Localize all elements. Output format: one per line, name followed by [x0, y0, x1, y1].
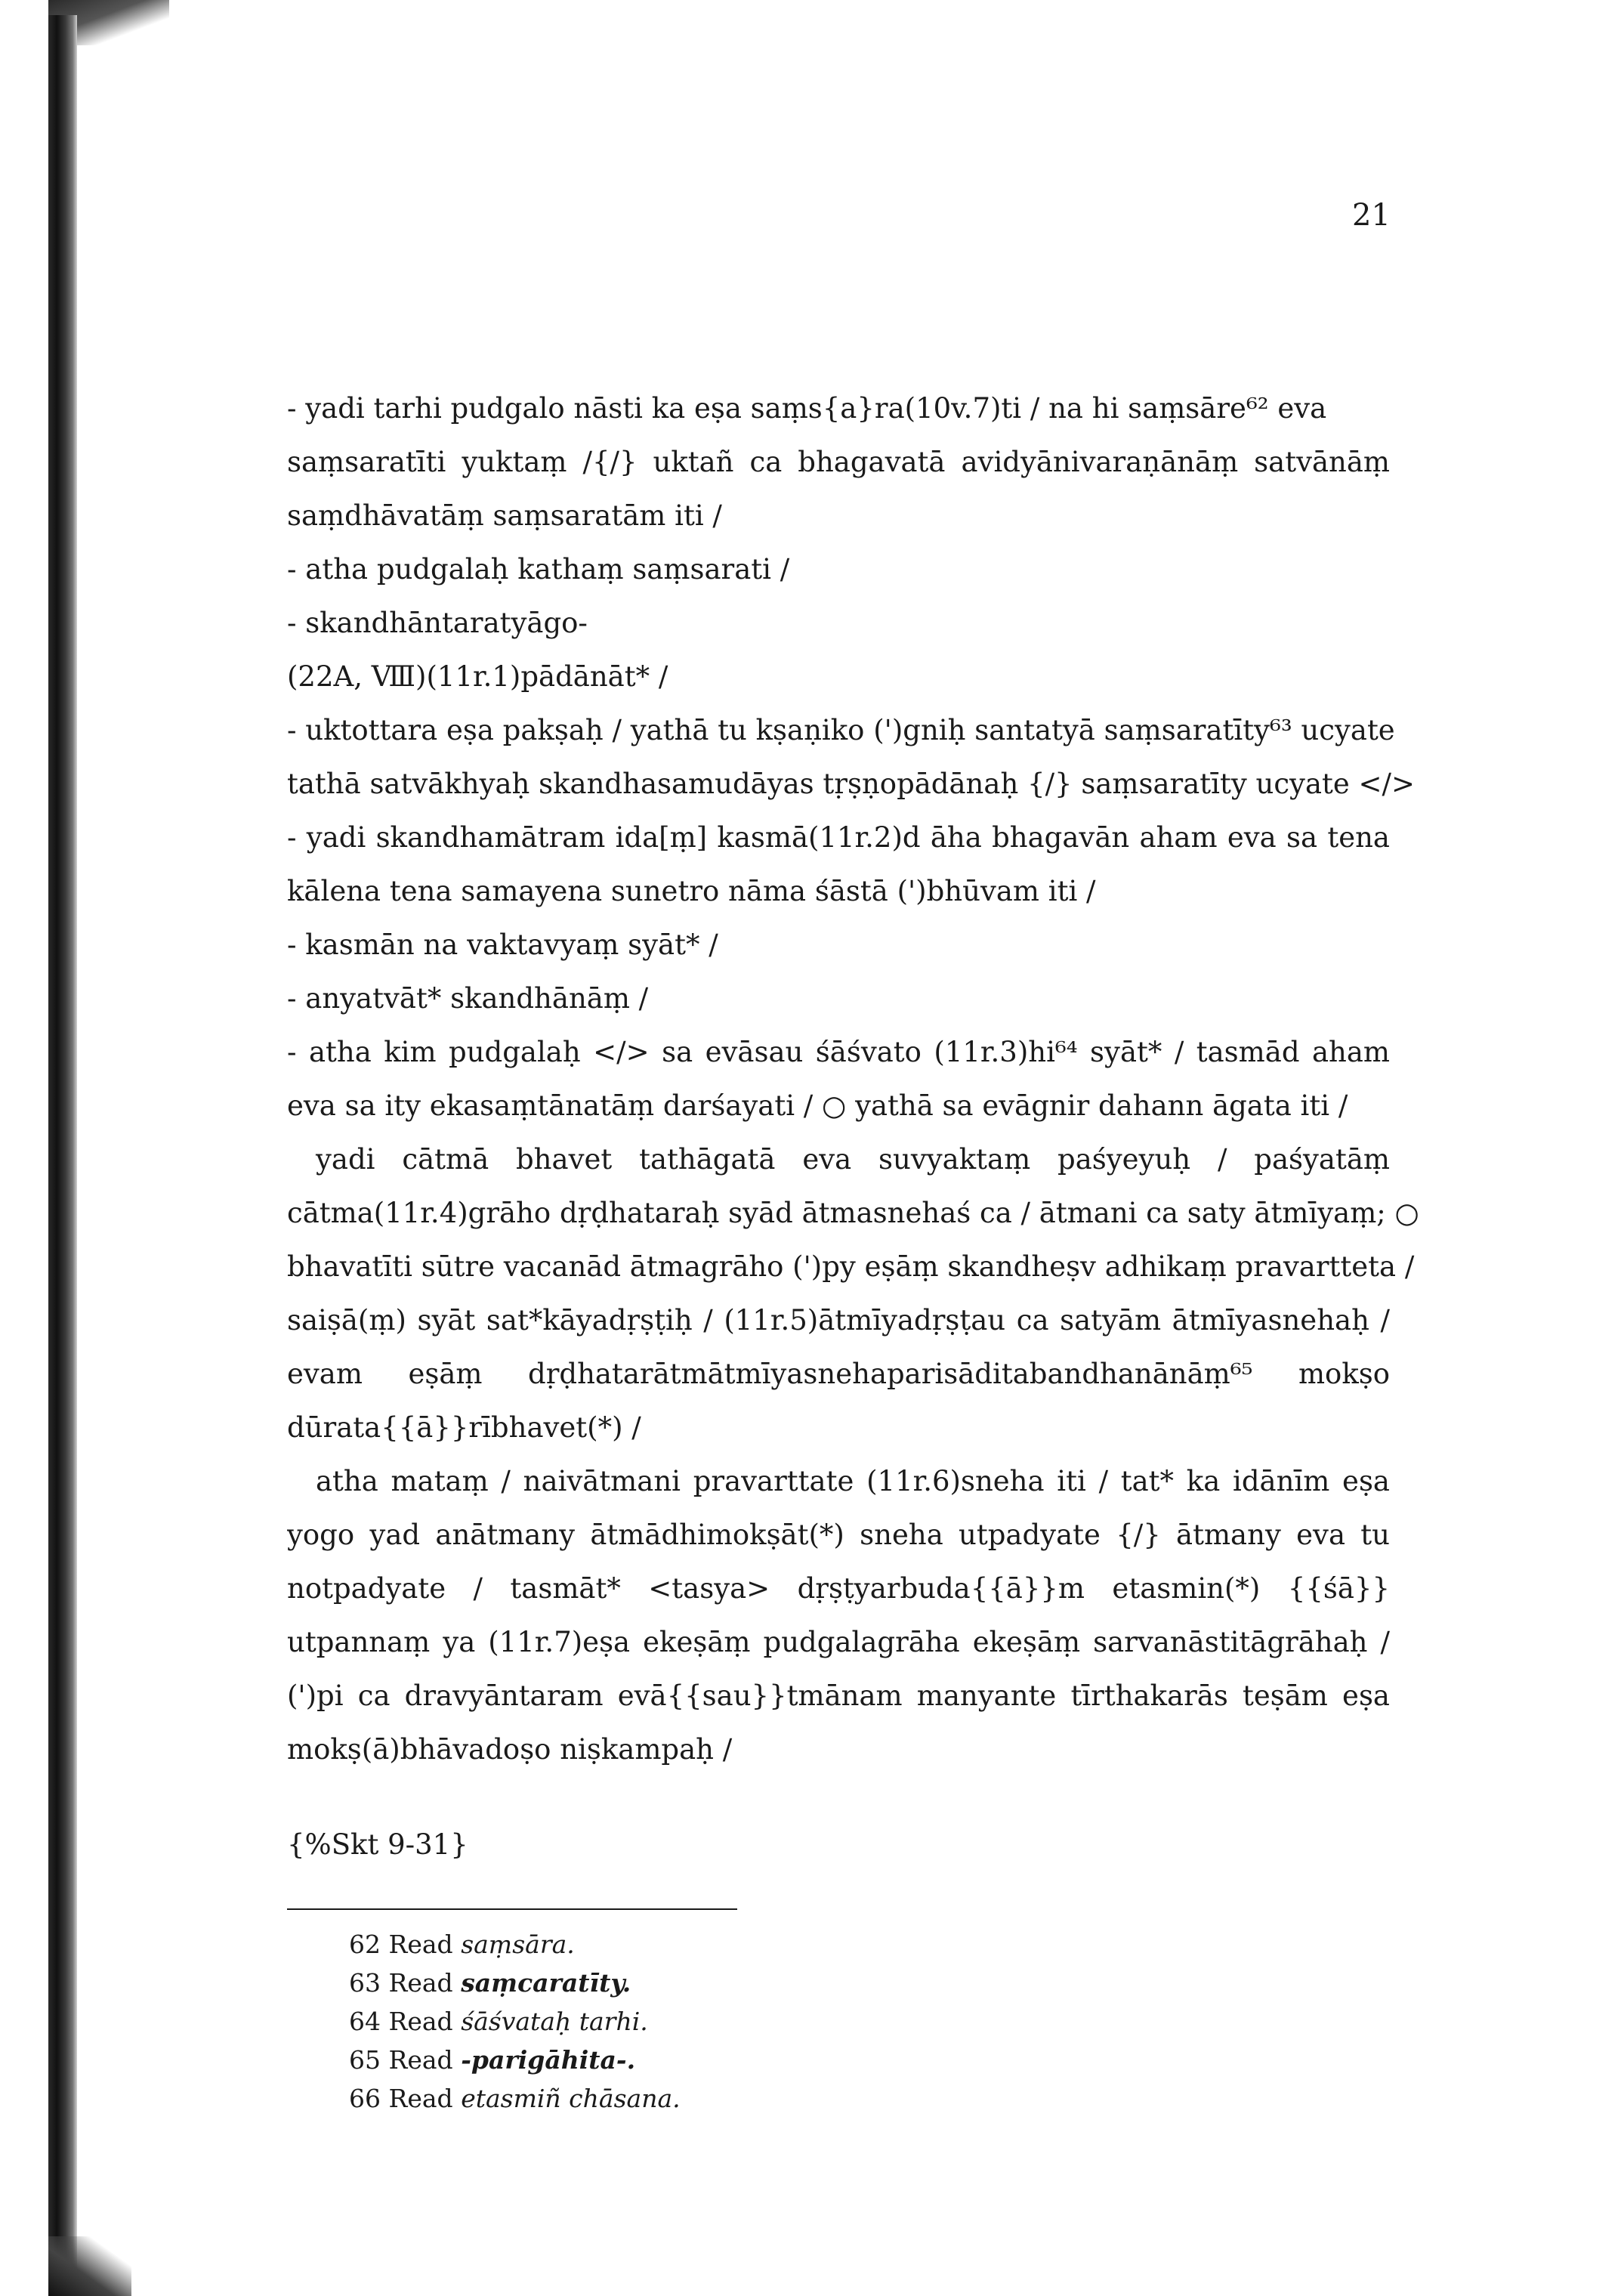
text-line: - skandhāntaratyāgo-	[287, 607, 588, 639]
footnote-prefix: Read	[388, 2084, 453, 2113]
text-line: tathā satvākhyaḥ skandhasamudāyas tṛṣṇopādānaḥ {/} saṃsaratīty ucyate </>	[287, 768, 1416, 800]
text-line: - yadi tarhi pudgalo nāsti ka eṣa saṃs{a}ra(10v.7)ti / na hi saṃsāre⁶² eva	[287, 392, 1327, 425]
footnote-prefix: Read	[388, 2045, 453, 2075]
text-line: atha mataṃ / naivātmani pravarttate (11r.6)sneha iti / tat* ka idānīm eṣa	[316, 1465, 1390, 1497]
footnote-reading: saṃsāra.	[461, 1930, 575, 1959]
text-line: bhavatīti sūtre vacanād ātmagrāho (')py eṣāṃ skandheṣv adhikaṃ pravartteta /	[287, 1250, 1415, 1283]
footnote-reading: śāśvataḥ tarhi.	[461, 2007, 648, 2036]
footnote-prefix: Read	[388, 1930, 453, 1959]
footnote	[349, 2002, 681, 2041]
text-line: - uktottara eṣa pakṣaḥ / yathā tu kṣaṇiko (')gniḥ santatyā saṃsaratīty⁶³ ucyate	[287, 714, 1395, 746]
footnote-number: 63	[349, 1968, 381, 1998]
footnote-divider	[287, 1908, 737, 1910]
sanskrit-reference: {%Skt 9-31}	[287, 1828, 468, 1861]
text-line: kālena tena samayena sunetro nāma śāstā (')bhūvam iti /	[287, 875, 1096, 907]
text-line: (22A, Ⅷ)(11r.1)pādānāt* /	[287, 660, 668, 693]
footnote-number: 65	[349, 2045, 381, 2075]
text-line: - atha pudgalaḥ kathaṃ saṃsarati /	[287, 553, 790, 586]
text-line: utpannaṃ ya (11r.7)eṣa ekeṣāṃ pudgalagrāha ekeṣāṃ sarvanāstitāgrāhaḥ /	[287, 1626, 1390, 1658]
footnote-reading: -parigāhita-.	[461, 2045, 636, 2075]
text-line: (')pi ca dravyāntaram evā{{sau}}tmānam manyante tīrthakarās teṣām eṣa	[287, 1680, 1390, 1712]
page-number: 21	[1352, 198, 1391, 233]
text-line: - atha kim pudgalaḥ </> sa evāsau śāśvato (11r.3)hi⁶⁴ syāt* / tasmād aham	[287, 1036, 1390, 1068]
scan-shadow-bottom	[48, 2236, 131, 2296]
footnote	[349, 2041, 681, 2079]
text-line: mokṣ(ā)bhāvadoṣo niṣkampaḥ /	[287, 1733, 733, 1766]
text-line: saṃdhāvatāṃ saṃsaratām iti /	[287, 499, 722, 532]
text-line: notpadyate / tasmāt* <tasya> dṛṣṭyarbuda{{ā}}m etasmin(*) {{śā}}	[287, 1572, 1390, 1605]
footnote-number: 62	[349, 1930, 381, 1959]
footnote-reading: saṃcaratīty.	[461, 1968, 631, 1998]
text-line: - yadi skandhamātram ida[ṃ] kasmā(11r.2)d āha bhagavān aham eva sa tena	[287, 821, 1390, 854]
text-line: yadi cātmā bhavet tathāgatā eva suvyaktaṃ paśyeyuḥ / paśyatāṃ	[316, 1143, 1390, 1176]
footnote	[349, 2079, 681, 2118]
text-line: eva sa ity ekasaṃtānatāṃ darśayati / ○ yathā sa evāgnir dahann āgata iti /	[287, 1089, 1348, 1122]
main-text-block	[287, 382, 1419, 1776]
text-line: yogo yad anātmany ātmādhimokṣāt(*) sneha utpadyate {/} ātmany eva tu	[287, 1519, 1390, 1551]
footnote	[349, 1925, 681, 1964]
text-line: - anyatvāt* skandhānāṃ /	[287, 982, 649, 1015]
text-line: dūrata{{ā}}rībhavet(*) /	[287, 1411, 641, 1444]
text-line: saṃsaratīti yuktaṃ /{/} uktañ ca bhagavatā avidyānivaraṇānāṃ satvānāṃ	[287, 446, 1390, 478]
footnote-number: 64	[349, 2007, 381, 2036]
text-line: evam eṣāṃ dṛḍhatarātmātmīyasnehaparisāditabandhanānāṃ⁶⁵ mokṣo	[287, 1358, 1390, 1390]
text-line: saiṣā(ṃ) syāt sat*kāyadṛṣṭiḥ / (11r.5)ātmīyadṛṣṭau ca satyām ātmīyasnehaḥ /	[287, 1304, 1390, 1337]
scan-binding-edge	[48, 15, 77, 2282]
footnote	[349, 1964, 681, 2002]
footnote-prefix: Read	[388, 1968, 453, 1998]
footnote-reading: etasmiñ chāsana.	[461, 2084, 681, 2113]
footnotes	[349, 1925, 681, 2118]
text-line: cātma(11r.4)grāho dṛḍhataraḥ syād ātmasnehaś ca / ātmani ca saty ātmīyaṃ; ○	[287, 1197, 1419, 1229]
text-line: - kasmān na vaktavyaṃ syāt* /	[287, 929, 718, 961]
footnote-number: 66	[349, 2084, 381, 2113]
footnote-prefix: Read	[388, 2007, 453, 2036]
